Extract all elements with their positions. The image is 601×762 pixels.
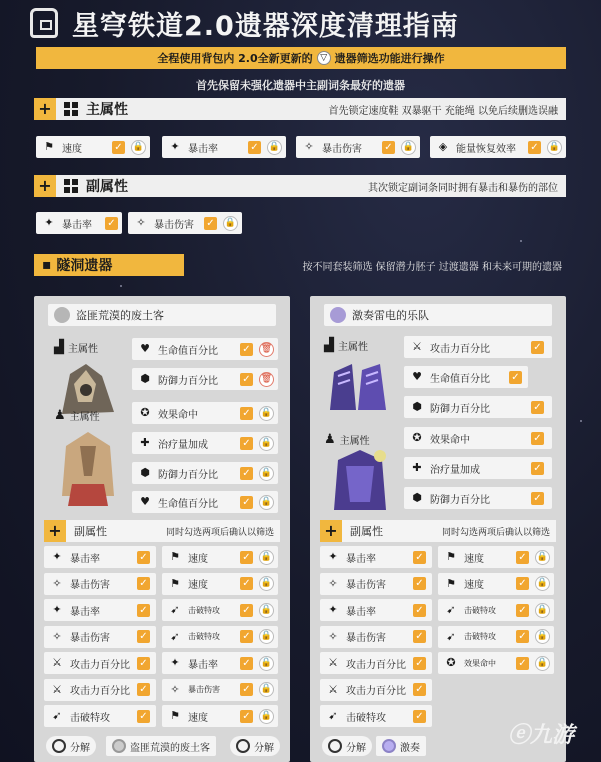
sub-stat-chip[interactable]: ➹ 击破特攻 ✓ 🔒 [162,599,278,621]
lock-icon[interactable]: 🔒 [259,495,274,510]
stat-icon: ✦ [52,550,62,563]
lock-icon[interactable]: 🔒 [259,603,274,618]
stat-def-percent[interactable]: ⬢ 防御力百分比 ✓ 🗑 [132,368,278,390]
checkbox[interactable]: ✓ [413,551,426,564]
effect-icon: ✪ [412,431,422,444]
stat-def-percent[interactable]: ⬢ 防御力百分比 ✓ 🔒 [132,462,278,484]
instruction-banner [36,47,566,69]
shield-icon: ⬢ [412,400,422,413]
sub-attr-note: 同时勾选两项后确认以筛选 [441,527,550,538]
checkbox[interactable]: ✓ [516,604,529,617]
lock-icon[interactable]: 🔒 [223,216,238,231]
chip-sub-crit-rate[interactable]: ✦ 暴击率 ✓ [36,212,122,234]
sub-stat-chip[interactable]: ✧ 暴击伤害 ✓ [320,626,432,648]
heart-icon: ♥ [140,342,150,355]
sub-stat-chip[interactable]: ⚑ 速度 ✓ 🔒 [438,546,554,568]
dismantle-button[interactable]: 分解 [46,736,96,756]
checkbox[interactable]: ✓ [509,371,522,384]
watermark-logo: ⓔ九游 [508,723,575,748]
crit-rate-icon: ✦ [44,216,54,229]
lock-icon[interactable]: 🔒 [259,656,274,671]
stat-icon: ✧ [328,629,338,643]
lock-icon[interactable]: 🔒 [401,140,416,155]
boots-icon: ▟ [54,340,64,355]
heart-icon: ♥ [140,495,150,508]
dismantle-icon [236,739,250,753]
checkbox[interactable]: ✓ [240,657,253,670]
sub-stat-chip[interactable]: ⚑ 速度 ✓ 🔒 [162,546,278,568]
main-attr-label: ▟ 主属性 [324,338,368,353]
tunnel-label: ▪ 隧洞遗器 [34,254,184,276]
stat-icon: ✧ [328,576,338,590]
checkbox[interactable]: ✓ [105,217,118,230]
sub-stat-chip[interactable]: ➹ 击破特攻 ✓ [320,705,432,727]
checkbox[interactable]: ✓ [137,551,150,564]
checkbox[interactable]: ✓ [248,141,261,154]
sub-stat-chip[interactable]: ➹ 击破特攻 ✓ 🔒 [162,626,278,648]
star-dot [120,285,122,287]
dismantle-icon [52,739,66,753]
title-bar [0,0,601,46]
checkbox[interactable]: ✓ [413,630,426,643]
lock-icon[interactable]: 🔒 [259,682,274,697]
set-name[interactable]: 盗匪荒漠的废土客 [48,304,276,326]
checkbox[interactable]: ✓ [531,462,544,475]
stat-icon: ➹ [170,629,180,643]
set-icon [112,739,126,753]
checkbox[interactable]: ✓ [516,657,529,670]
sub-stat-chip[interactable]: ✧ 暴击伤害 ✓ [320,573,432,595]
shield-icon: ⬢ [140,372,150,385]
sub-stat-chip[interactable]: ✦ 暴击率 ✓ [44,599,156,621]
set-icon [54,307,70,323]
cross-icon: ✚ [412,461,422,474]
main-attr-note: 首先锁定速度鞋 双暴驱干 充能绳 以免后续删选误融 [328,105,558,117]
checkbox[interactable]: ✓ [413,577,426,590]
crit-rate-icon: ✦ [170,140,180,153]
backpack-icon [30,8,58,38]
dismantle-button[interactable]: 分解 [322,736,372,756]
sub-attr-note: 同时勾选两项后确认以筛选 [165,527,274,538]
stat-icon: ✦ [328,603,338,616]
heart-icon: ♥ [412,370,422,383]
sub-stat-chip[interactable]: ⚔ 攻击力百分比 ✓ [320,652,432,674]
lock-icon[interactable]: 🔒 [535,629,550,644]
tunnel-note: 按不同套装筛选 保留潜力胚子 过渡遗器 和未来可期的遗器 [302,261,562,273]
lock-icon[interactable]: 🔒 [259,576,274,591]
stat-icon: ✦ [52,603,62,616]
main-attr-label: ▟ 主属性 [54,340,98,355]
checkbox[interactable]: ✓ [137,657,150,670]
energy-icon: ◈ [438,140,448,153]
stat-hp-percent[interactable]: ♥ 生命值百分比 ✓ [404,366,528,388]
sub-note: 首先保留未强化遗器中主副词条最好的遗器 [196,79,405,92]
sub-attr-header [34,175,566,197]
lock-icon[interactable]: 🔒 [131,140,146,155]
stat-icon: ⚑ [446,576,456,590]
relic-panel-right [310,296,566,762]
sub-stat-chip[interactable]: ⚑ 速度 ✓ 🔒 [162,705,278,727]
checkbox[interactable]: ✓ [240,604,253,617]
sub-stat-chip[interactable]: ✧ 暴击伤害 ✓ [44,626,156,648]
relic-boots-image [322,354,394,414]
checkbox[interactable]: ✓ [204,217,217,230]
boots-icon: ▟ [324,338,334,353]
sub-stat-chip[interactable]: ✦ 暴击率 ✓ [320,599,432,621]
checkbox[interactable]: ✓ [137,683,150,696]
lock-icon[interactable]: 🔒 [259,709,274,724]
lock-icon[interactable]: 🔒 [547,140,562,155]
stat-icon: ⚑ [170,550,180,563]
lock-icon[interactable]: 🔒 [535,576,550,591]
checkbox[interactable]: ✓ [528,141,541,154]
sub-attr-header [320,520,556,542]
checkbox[interactable]: ✓ [413,710,426,723]
sub-attr-header [44,520,280,542]
shield-icon: ⬢ [140,466,150,479]
body-icon: ♟ [324,432,336,447]
plus-icon[interactable]: + [34,98,56,120]
checkbox[interactable]: ✓ [382,141,395,154]
checkbox[interactable]: ✓ [137,577,150,590]
effect-icon: ✪ [140,406,150,419]
sub-stat-chip[interactable]: ✦ 暴击率 ✓ [320,546,432,568]
stat-icon: ➹ [328,709,338,722]
page-title: 星穹铁道2.0遗器深度清理指南 [72,10,459,42]
sub-stat-chip[interactable]: ⚑ 速度 ✓ 🔒 [438,573,554,595]
tunnel-header [34,254,566,276]
lock-icon[interactable]: 🔒 [535,550,550,565]
lock-icon[interactable]: 🔒 [259,466,274,481]
stat-icon: ⚑ [170,576,180,590]
sub-stat-chip[interactable]: ✦ 暴击率 ✓ 🔒 [162,652,278,674]
footer-set-name[interactable]: 盗匪荒漠的废土客 [106,736,216,756]
plus-icon[interactable]: + [44,520,66,542]
trash-icon[interactable]: 🗑 [259,342,274,357]
boot-icon: ⚑ [44,140,54,153]
checkbox[interactable]: ✓ [137,630,150,643]
main-attr-label: 主属性 [86,102,128,118]
main-attr-header [34,98,566,120]
sub-stat-chip[interactable]: ⚔ 攻击力百分比 ✓ [44,652,156,674]
dismantle-icon [328,739,342,753]
sub-stat-chip[interactable]: ✧ 暴击伤害 ✓ 🔒 [162,679,278,701]
checkbox[interactable]: ✓ [413,657,426,670]
set-icon [382,739,396,753]
lock-icon[interactable]: 🔒 [259,550,274,565]
filter-icon: ▽ [317,51,331,65]
checkbox[interactable]: ✓ [240,577,253,590]
checkbox[interactable]: ✓ [240,373,253,386]
stat-icon: ⚑ [170,709,180,722]
crit-dmg-icon: ✧ [136,216,146,229]
trash-icon[interactable]: 🗑 [259,372,274,387]
stat-hp-percent[interactable]: ♥ 生命值百分比 ✓ 🔒 [132,491,278,513]
checkbox[interactable]: ✓ [531,341,544,354]
lock-icon[interactable]: 🔒 [259,436,274,451]
crit-dmg-icon: ✧ [304,140,314,153]
sub-attr-label: 副属性 [350,525,383,538]
stat-heal[interactable]: ✚ 治疗量加成 ✓ 🔒 [132,432,278,454]
checkbox[interactable]: ✓ [240,551,253,564]
stat-icon: ⚑ [446,550,456,563]
checkbox[interactable]: ✓ [240,343,253,356]
sub-stat-chip[interactable]: ➹ 击破特攻 ✓ 🔒 [438,626,554,648]
stat-icon: ✧ [52,576,62,590]
stat-def-percent[interactable]: ⬢ 防御力百分比 ✓ [404,487,552,509]
stat-def-percent[interactable]: ⬢ 防御力百分比 ✓ [404,396,552,418]
stat-effect-hit[interactable]: ✪ 效果命中 ✓ [404,427,552,449]
stat-hp-percent[interactable]: ♥ 生命值百分比 ✓ 🗑 [132,338,278,360]
plus-icon[interactable]: + [34,175,56,197]
sword-icon: ⚔ [412,340,422,353]
stat-icon: ✪ [446,656,456,669]
checkbox[interactable]: ✓ [112,141,125,154]
checkbox[interactable]: ✓ [531,492,544,505]
lock-icon[interactable]: 🔒 [267,140,282,155]
chip-energy-regen[interactable]: ◈ 能量恢复效率 ✓ 🔒 [430,136,566,158]
sub-stat-chip[interactable]: ⚔ 攻击力百分比 ✓ [320,679,432,701]
checkbox[interactable]: ✓ [516,577,529,590]
main-attr-label: ♟ 主属性 [324,432,370,447]
chip-crit-dmg[interactable]: ✧ 暴击伤害 ✓ 🔒 [296,136,420,158]
stat-icon: ➹ [170,603,180,616]
sub-stat-chip[interactable]: ➹ 击破特攻 ✓ [44,705,156,727]
body-icon: ♟ [54,408,66,423]
grid-icon [64,102,78,116]
relic-panel-left [34,296,290,762]
footer-set-name[interactable]: 激奏 [376,736,426,756]
grid-icon [64,179,78,193]
banner-text-post: 遗器筛选功能进行操作 [334,52,445,65]
dismantle-button[interactable]: 分解 [230,736,280,756]
stat-icon: ⚔ [328,682,338,696]
set-icon [330,307,346,323]
star-dot [520,240,522,242]
stat-icon: ✧ [52,629,62,643]
plus-icon[interactable]: + [320,520,342,542]
sub-attr-label: 副属性 [74,525,107,538]
main-attr-label: ♟ 主属性 [54,408,100,423]
set-name[interactable]: 激奏雷电的乐队 [324,304,552,326]
sub-stat-chip[interactable]: ✪ 效果命中 ✓ 🔒 [438,652,554,674]
shield-icon: ⬢ [412,491,422,504]
sub-stat-chip[interactable]: ➹ 击破特攻 ✓ 🔒 [438,599,554,621]
checkbox[interactable]: ✓ [240,496,253,509]
stat-icon: ✦ [328,550,338,563]
checkbox[interactable]: ✓ [137,604,150,617]
checkbox[interactable]: ✓ [531,432,544,445]
checkbox[interactable]: ✓ [531,401,544,414]
checkbox[interactable]: ✓ [516,551,529,564]
chip-crit-rate[interactable]: ✦ 暴击率 ✓ 🔒 [162,136,286,158]
stat-icon: ➹ [446,603,456,616]
stat-heal[interactable]: ✚ 治疗量加成 ✓ [404,457,552,479]
checkbox[interactable]: ✓ [240,467,253,480]
relic-body-image [324,446,396,514]
stat-icon: ➹ [52,709,62,722]
lock-icon[interactable]: 🔒 [259,406,274,421]
stat-icon: ➹ [446,629,456,643]
checkbox[interactable]: ✓ [240,630,253,643]
lock-icon[interactable]: 🔒 [259,629,274,644]
checkbox[interactable]: ✓ [137,710,150,723]
stat-icon: ⚔ [52,656,62,669]
sub-attr-note: 其次锁定副词条同时拥有暴击和暴伤的部位 [368,182,558,194]
checkbox[interactable]: ✓ [413,683,426,696]
sub-attr-label: 副属性 [86,179,128,195]
checkbox[interactable]: ✓ [240,683,253,696]
stat-effect-hit[interactable]: ✪ 效果命中 ✓ 🔒 [132,402,278,424]
checkbox[interactable]: ✓ [240,437,253,450]
sub-stat-chip[interactable]: ⚔ 攻击力百分比 ✓ [44,679,156,701]
chip-speed[interactable]: ⚑ 速度 ✓ 🔒 [36,136,150,158]
banner-text-pre: 全程使用背包内 2.0全新更新的 [157,52,313,65]
cross-icon: ✚ [140,436,150,449]
checkbox[interactable]: ✓ [240,407,253,420]
stat-icon: ⚔ [328,656,338,669]
checkbox[interactable]: ✓ [516,630,529,643]
stat-icon: ✧ [170,682,180,696]
stat-icon: ⚔ [52,682,62,696]
star-dot [580,420,582,422]
chip-sub-crit-dmg[interactable]: ✧ 暴击伤害 ✓ 🔒 [128,212,242,234]
checkbox[interactable]: ✓ [240,710,253,723]
checkbox[interactable]: ✓ [413,604,426,617]
lock-icon[interactable]: 🔒 [535,656,550,671]
stat-atk-percent[interactable]: ⚔ 攻击力百分比 ✓ [404,336,552,358]
sub-stat-chip[interactable]: ⚑ 速度 ✓ 🔒 [162,573,278,595]
relic-body-image [52,426,124,510]
sub-stat-chip[interactable]: ✦ 暴击率 ✓ [44,546,156,568]
lock-icon[interactable]: 🔒 [535,603,550,618]
stat-icon: ✦ [170,656,180,669]
sub-stat-chip[interactable]: ✧ 暴击伤害 ✓ [44,573,156,595]
